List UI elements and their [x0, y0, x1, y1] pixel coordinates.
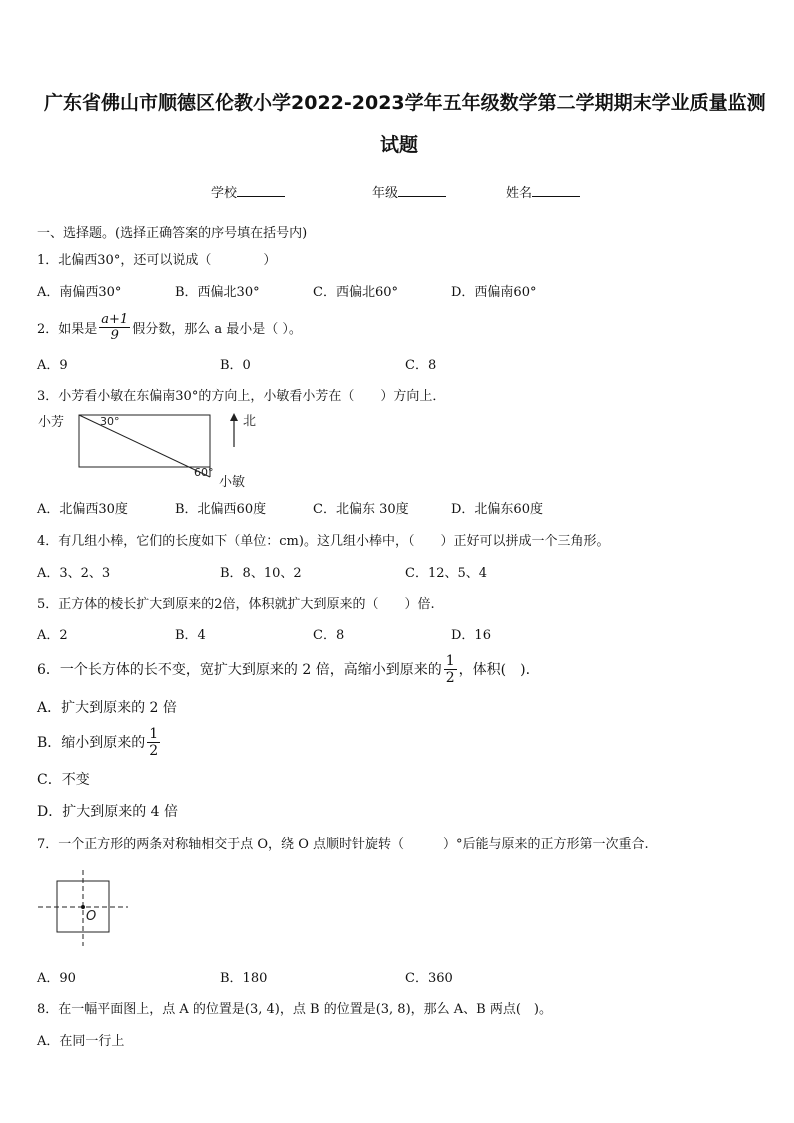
q6-option-b [37, 724, 162, 760]
q5-option-c: C．8 [313, 628, 345, 643]
q1-option-b: B．西偏北30° [175, 285, 260, 300]
question-6-stem [37, 650, 530, 688]
q2-fraction-denominator: 9 [110, 327, 119, 343]
q3-option-c: C．北偏东 30度 [313, 502, 409, 517]
q6-option-b-text: B．缩小到原来的 [37, 735, 146, 751]
q7-option-b: B．180 [220, 971, 268, 986]
q2-option-a: A．9 [37, 358, 68, 373]
page-title: 广东省佛山市顺德区伦教小学2022-2023学年五年级数学第二学期期末学业质量监测 [44, 92, 766, 114]
q1-option-a: A．南偏西30° [37, 285, 122, 300]
q3-figure [36, 405, 266, 495]
question-7-stem: 7．一个正方形的两条对称轴相交于点 O，绕 O 点顺时针旋转（ ）°后能与原来的正方形第一次重合. [37, 837, 649, 852]
question-8-stem: 8．在一幅平面图上，点 A 的位置是(3, 4)，点 B 的位置是(3, 8)，那么 A、B 两点( )。 [37, 1002, 552, 1017]
question-3-stem: 3．小芳看小敏在东偏南30°的方向上，小敏看小芳在（ ）方向上． [37, 389, 446, 404]
q5-option-d: D．16 [451, 628, 491, 643]
q6-option-b-denominator: 2 [149, 742, 159, 759]
q3-north-label: 北 [243, 414, 257, 429]
q6-option-d: D．扩大到原来的 4 倍 [37, 804, 179, 820]
q2-option-c: C．8 [405, 358, 437, 373]
name-field [506, 182, 580, 201]
q2-fraction [99, 313, 130, 342]
q3-angle-a: 30° [100, 415, 120, 428]
q4-option-c: C．12、5、4 [405, 566, 488, 581]
q3-figure-diagonal [79, 415, 210, 477]
q8-option-a: A．在同一行上 [37, 1034, 125, 1049]
question-1-stem: 1．北偏西30°，还可以说成（ ） [37, 253, 277, 268]
q2-fraction-numerator: a+1 [101, 311, 129, 327]
q6-fraction [444, 654, 457, 685]
q1-option-c: C．西偏北60° [313, 285, 398, 300]
school-label: 学校 [211, 186, 238, 201]
q7-option-c: C．360 [405, 971, 453, 986]
school-field [211, 182, 285, 201]
q3-figure-rectangle [79, 415, 210, 467]
question-4-stem: 4．有几组小棒，它们的长度如下（单位：cm)。这几组小棒中，（ ）正好可以拼成一个三角形。 [37, 534, 610, 549]
q6-option-b-fraction [147, 727, 160, 758]
page-title-line2: 试题 [380, 134, 419, 156]
question-2-stem [37, 307, 302, 347]
q3-label-xiaofang: 小芳 [38, 415, 65, 430]
grade-label: 年级 [372, 186, 399, 201]
q4-option-b: B．8、10、2 [220, 566, 302, 581]
q6-option-a: A．扩大到原来的 2 倍 [37, 700, 177, 716]
q2-stem-after: 假分数，那么 a 最小是（ ）。 [132, 321, 302, 337]
q2-option-b: B．0 [220, 358, 251, 373]
q7-option-a: A．90 [37, 971, 76, 986]
q5-option-a: A．2 [37, 628, 68, 643]
q4-option-a: A．3、2、3 [37, 566, 111, 581]
grade-blank [398, 184, 446, 197]
q3-angle-b: 60° [194, 466, 214, 479]
q6-option-c: C．不变 [37, 772, 90, 788]
q7-center-label: O [86, 909, 97, 924]
name-blank [532, 184, 580, 197]
grade-field [372, 182, 446, 201]
section-heading: 一、选择题。(选择正确答案的序号填在括号内) [37, 226, 308, 241]
q3-option-d: D．北偏东60度 [451, 502, 543, 517]
q2-stem-before: 2．如果是 [37, 321, 98, 337]
q7-center-dot [81, 905, 85, 909]
q3-option-a: A．北偏西30度 [37, 502, 128, 517]
q6-stem-after: ，体积( ). [458, 662, 531, 678]
q6-stem-before: 6．一个长方体的长不变，宽扩大到原来的 2 倍，高缩小到原来的 [37, 662, 442, 678]
question-5-stem: 5．正方体的棱长扩大到原来的2倍，体积就扩大到原来的（ ）倍. [37, 597, 435, 612]
q6-fraction-denominator: 2 [445, 669, 455, 686]
q6-option-b-numerator: 1 [149, 725, 159, 742]
q3-label-xiaomin: 小敏 [219, 475, 246, 490]
school-blank [237, 184, 285, 197]
name-label: 姓名 [506, 186, 533, 201]
q1-option-d: D．西偏南60° [451, 285, 537, 300]
q3-option-b: B．北偏西60度 [175, 502, 267, 517]
q5-option-b: B．4 [175, 628, 206, 643]
north-arrow-icon [230, 413, 238, 447]
q7-figure [36, 870, 136, 950]
q6-fraction-numerator: 1 [445, 652, 455, 669]
